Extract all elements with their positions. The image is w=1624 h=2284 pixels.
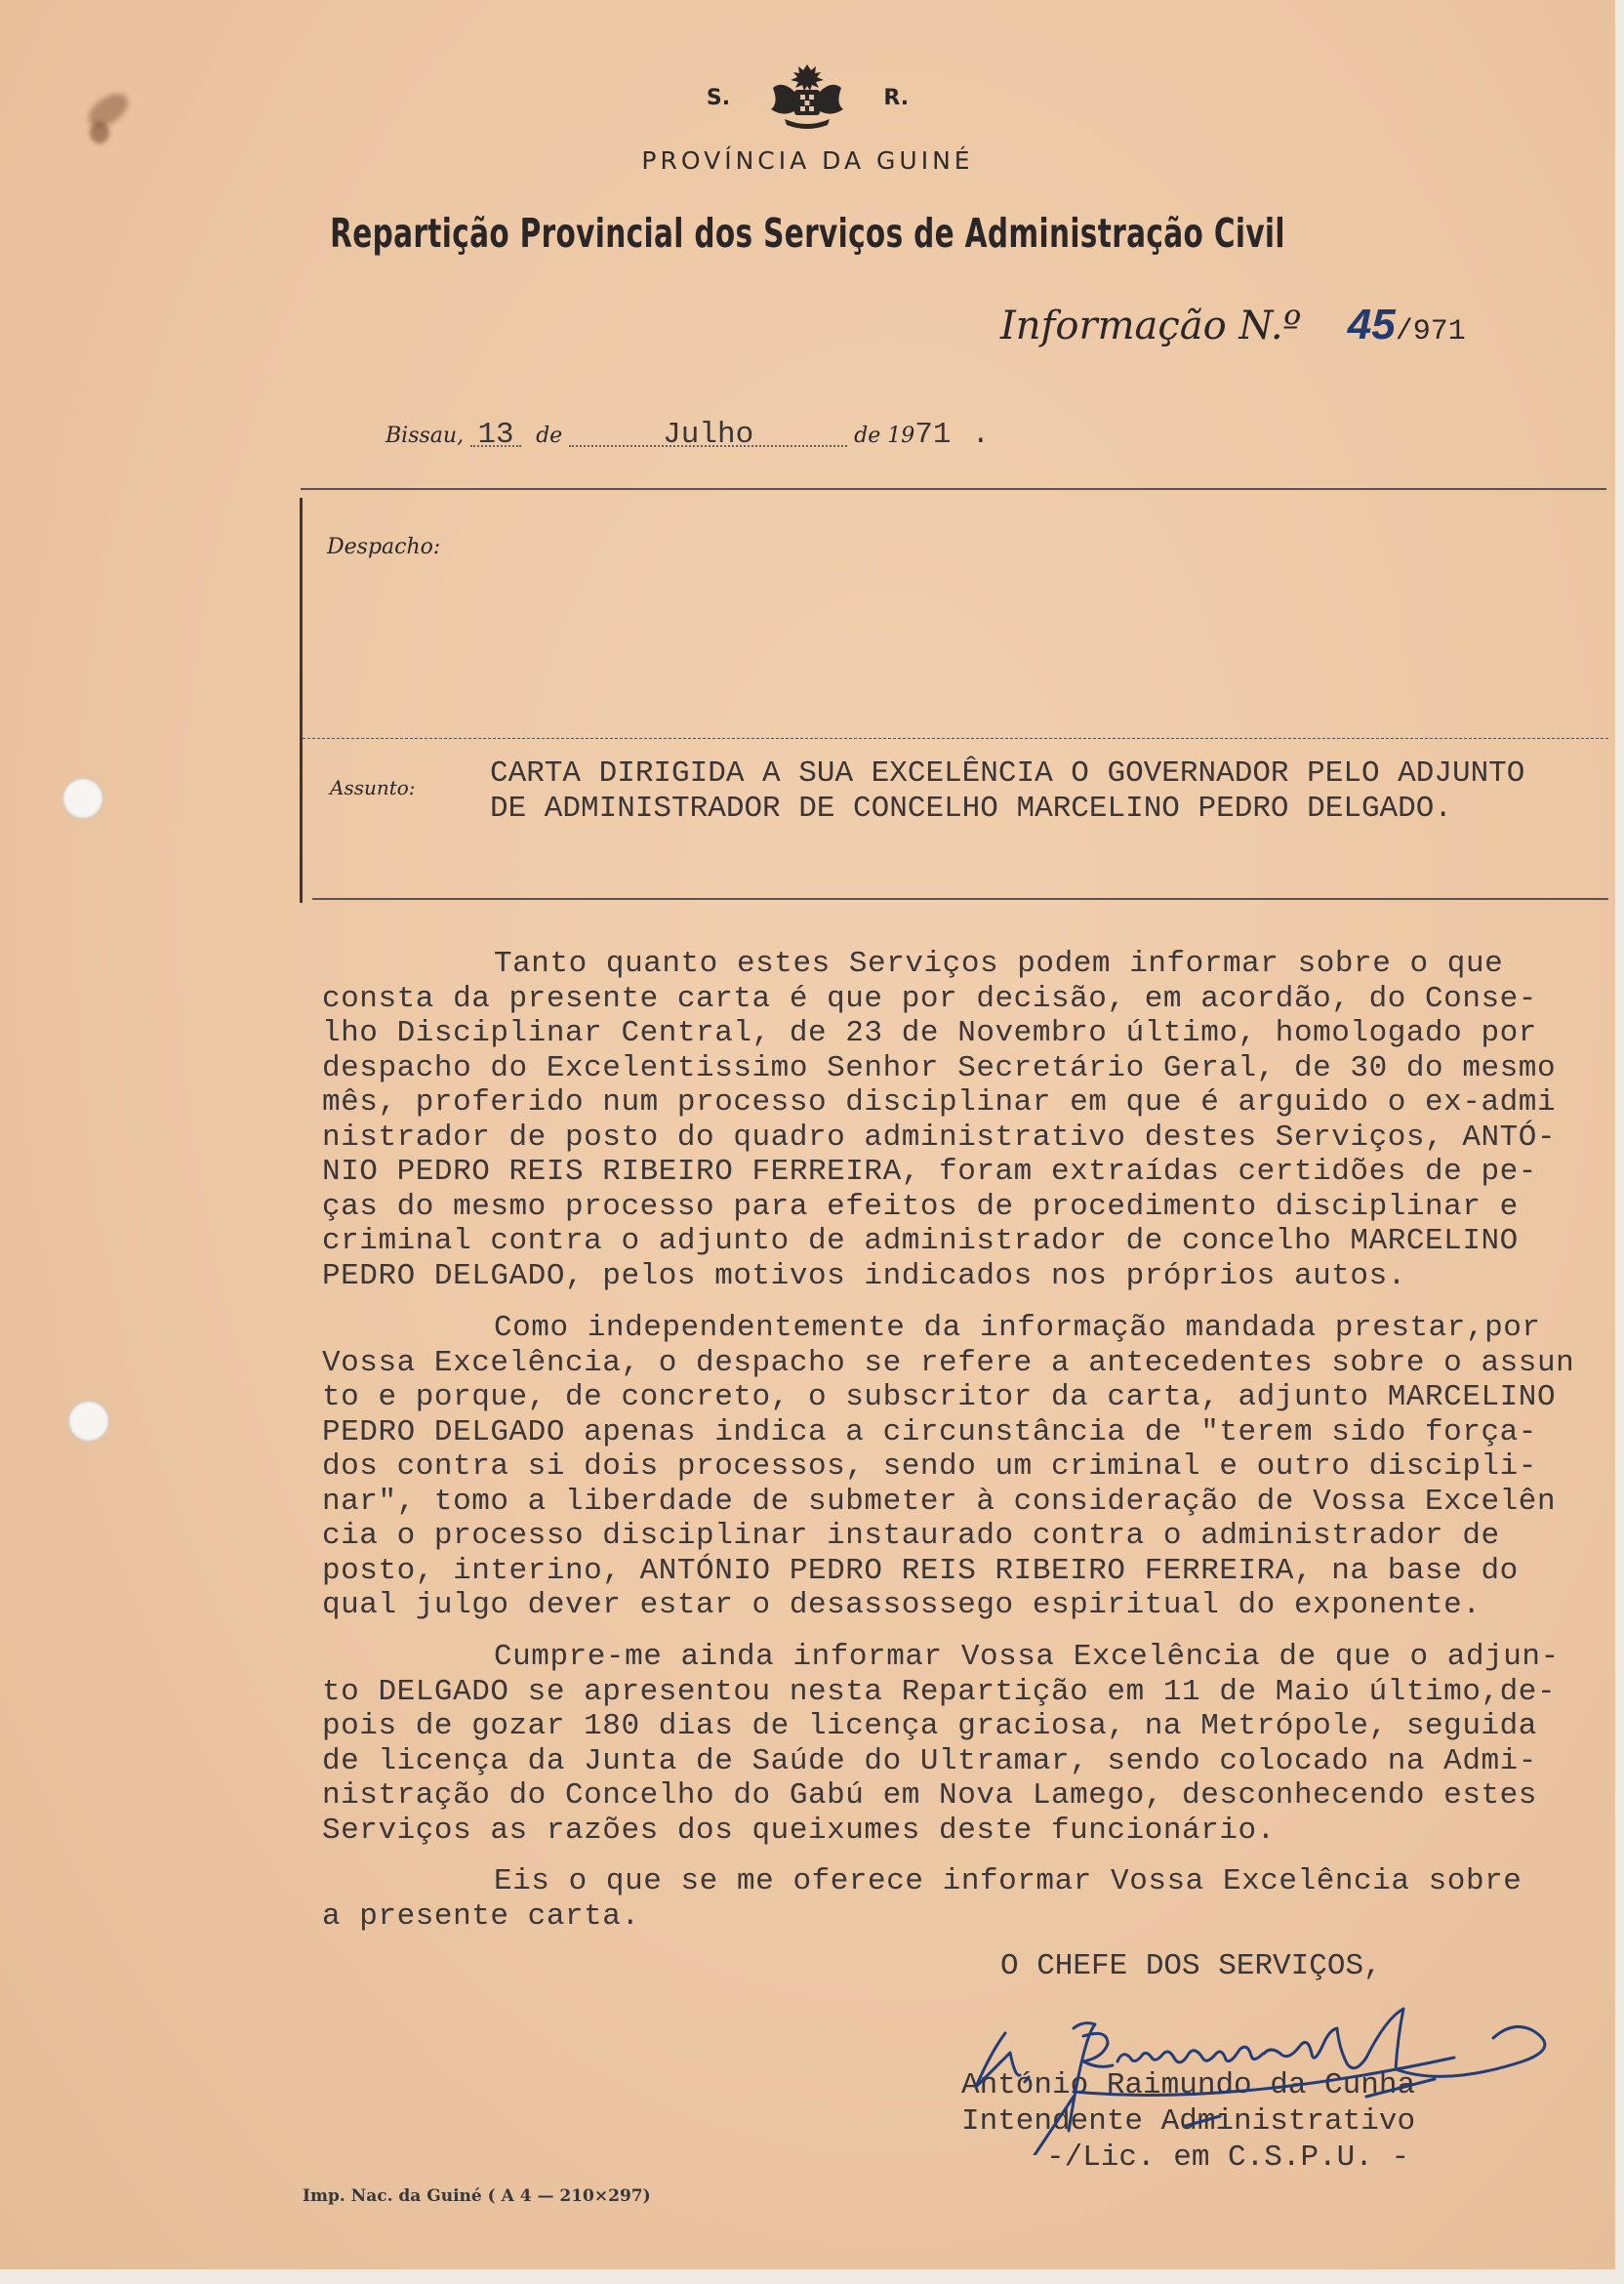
text-line: nar", tomo a liberdade de submeter à consideração de Vossa Excelên	[322, 1484, 1557, 1519]
body-paragraph-2	[322, 1311, 1574, 1623]
text-line: Vossa Excelência, o despacho se refere a antecedentes sobre o assun	[322, 1345, 1575, 1380]
text-line: Tanto quanto estes Serviços podem informar sobre o que	[494, 947, 1504, 981]
text-line: de licença da Junta de Saúde do Ultramar, sendo colocado na Admi-	[322, 1743, 1537, 1778]
text-line: despacho do Excelentissimo Senhor Secretário Geral, de 30 do mesmo	[322, 1050, 1557, 1085]
date-city: Bissau,	[386, 424, 465, 448]
subject-line-2: DE ADMINISTRADOR DE CONCELHO MARCELINO PEDRO DELGADO.	[490, 792, 1452, 826]
date-century: 19	[887, 424, 915, 448]
text-line: Como independentemente da informação mandada prestar,por	[494, 1311, 1541, 1345]
date-de-2: de	[854, 424, 881, 448]
text-line: criminal contra o adjunto de administrador de concelho MARCELINO	[322, 1224, 1519, 1258]
text-line: cia o processo disciplinar instaurado contra o administrador de	[322, 1519, 1500, 1553]
emblem-left-letter: S.	[706, 85, 731, 110]
text-line: ças do mesmo processo para efeitos de procedimento disciplinar e	[322, 1189, 1519, 1224]
text-line: a presente carta.	[322, 1898, 640, 1934]
punch-hole	[68, 1401, 109, 1442]
text-line: Cumpre-me ainda informar Vossa Excelência de que o adjun-	[494, 1640, 1560, 1674]
province-heading: PROVÍNCIA DA GUINÉ	[641, 146, 974, 175]
text-line: PEDRO DELGADO, pelos motivos indicados nos próprios autos.	[322, 1258, 1406, 1293]
punch-hole	[62, 778, 103, 819]
body-paragraph-1	[322, 947, 1556, 1293]
text-line: consta da presente carta é que por decisão, em acordão, do Conse-	[322, 981, 1537, 1016]
form-left-rule	[300, 498, 303, 903]
text-line: qual julgo dever estar o desassossego espiritual do exponente.	[322, 1588, 1482, 1622]
body-paragraph-4	[322, 1864, 1522, 1934]
text-line: mês, proferido num processo disciplinar em que é arguido o ex-admi	[322, 1085, 1557, 1120]
signatory-degree: -/Lic. em C.S.P.U. -	[1046, 2141, 1410, 2175]
text-line: NIO PEDRO REIS RIBEIRO FERREIRA, foram extraídas certidões de pe-	[322, 1155, 1537, 1189]
date-day: 13	[477, 418, 514, 452]
handwritten-signature	[937, 1960, 1562, 2155]
date-day-field	[470, 418, 521, 452]
information-number	[1000, 301, 1466, 349]
date-month-field	[569, 418, 847, 452]
signatory-name: António Raimundo da Cunha	[961, 2068, 1416, 2102]
form-top-rule	[301, 488, 1606, 490]
information-label: Informação N.º	[1000, 304, 1302, 348]
date-month: Julho	[663, 418, 754, 452]
date-line	[386, 418, 990, 452]
text-line: posto, interino, ANTÓNIO PEDRO REIS RIBEIRO FERREIRA, na base do	[322, 1553, 1519, 1588]
form-middle-rule	[303, 738, 1608, 739]
text-line: nistrador de posto do quadro administrativo destes Serviços, ANTÓ-	[322, 1120, 1557, 1155]
despacho-label: Despacho:	[327, 535, 441, 559]
text-line: pois de gozar 180 dias de licença graciosa, na Metrópole, seguida	[322, 1709, 1537, 1743]
text-line: nistração do Concelho do Gabú em Nova Lamego, desconhecendo estes	[322, 1778, 1537, 1813]
text-line: to e porque, de concreto, o subscritor da carta, adjunto MARCELINO	[322, 1380, 1557, 1414]
text-line: lho Disciplinar Central, de 23 de Novembro último, homologado por	[322, 1016, 1537, 1050]
information-year: /971	[1395, 315, 1466, 348]
subject-line-1: CARTA DIRIGIDA A SUA EXCELÊNCIA O GOVERNADOR PELO ADJUNTO	[490, 756, 1525, 791]
date-de-1: de	[536, 424, 563, 448]
text-line: to DELGADO se apresentou nesta Repartição em 11 de Maio último,de-	[322, 1674, 1557, 1709]
date-end: .	[971, 418, 991, 452]
form-bottom-rule	[312, 898, 1608, 900]
coat-of-arms-icon	[765, 61, 849, 135]
office-heading: Repartição Provincial dos Serviços de Administração Civil	[330, 210, 1285, 257]
information-handwritten-number: 45	[1347, 301, 1396, 348]
signatory-rank: Intendente Administrativo	[961, 2104, 1416, 2139]
body-paragraph-3	[322, 1640, 1560, 1848]
signatory-title: O CHEFE DOS SERVIÇOS,	[1000, 1949, 1382, 1983]
date-year: 71	[914, 418, 952, 452]
text-line: Eis o que se me oferece informar Vossa Excelência sobre	[494, 1864, 1522, 1898]
printer-imprint: Imp. Nac. da Guiné ( A 4 — 210×297)	[303, 2186, 651, 2206]
assunto-label: Assunto:	[330, 776, 416, 799]
text-line: Serviços as razões dos queixumes deste funcionário.	[322, 1813, 1276, 1848]
emblem-right-letter: R.	[883, 85, 910, 110]
text-line: dos contra si dois processos, sendo um criminal e outro discipli-	[322, 1449, 1537, 1484]
text-line: PEDRO DELGADO apenas indica a circunstância de "terem sido força-	[322, 1414, 1537, 1449]
letterhead-emblem-row	[0, 61, 1615, 135]
